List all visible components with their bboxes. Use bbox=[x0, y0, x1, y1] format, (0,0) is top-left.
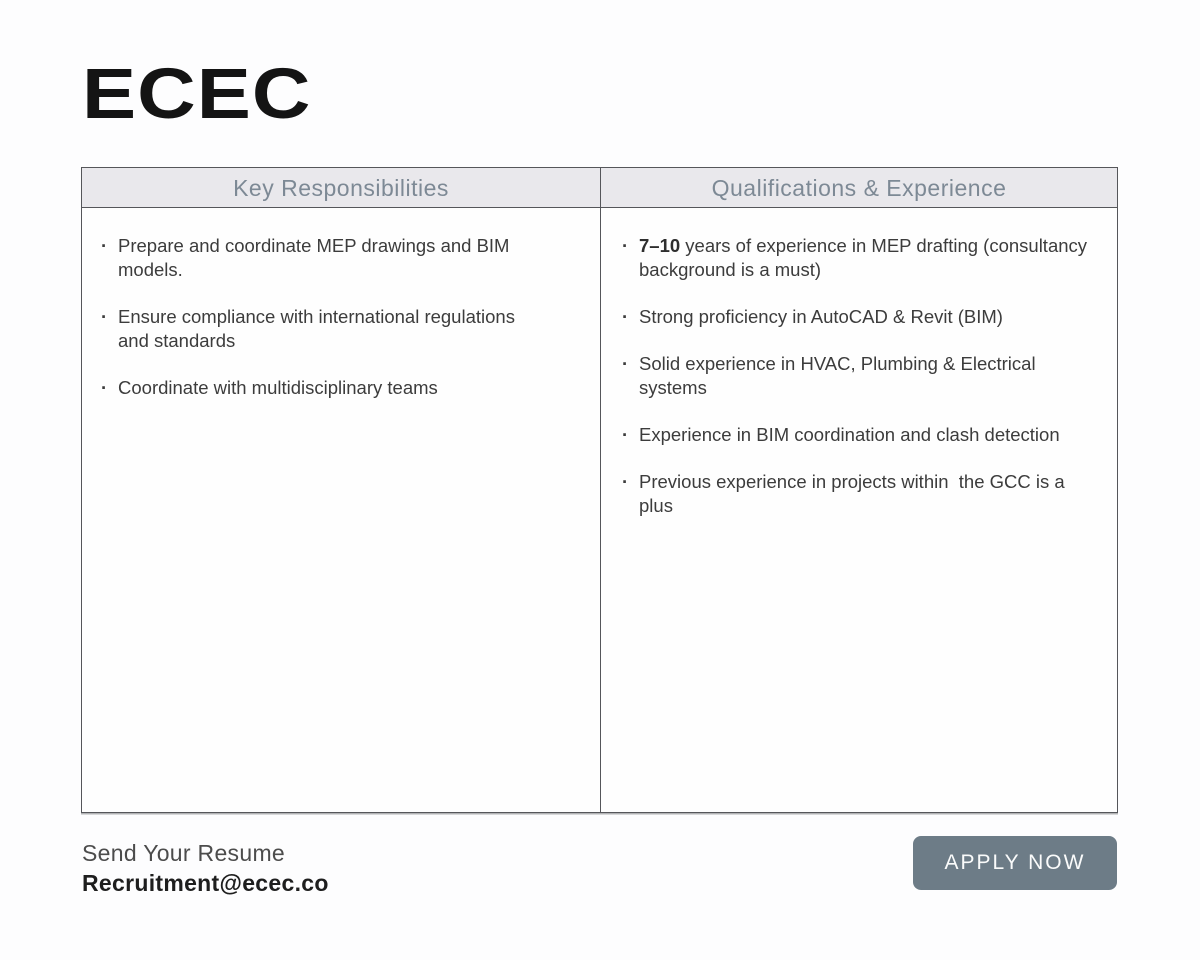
responsibilities-header: Key Responsibilities bbox=[82, 168, 600, 208]
bullet-text: Experience in BIM coordination and clash detection bbox=[639, 424, 1060, 446]
bullet-text: Solid experience in HVAC, Plumbing & Electrical systems bbox=[639, 353, 1041, 399]
apply-now-button[interactable]: APPLY NOW bbox=[913, 836, 1117, 890]
recruitment-email: Recruitment@ecec.co bbox=[82, 870, 329, 896]
bullet-dot-icon: · bbox=[622, 471, 629, 493]
bullet-text: Strong proficiency in AutoCAD & Revit (BIM) bbox=[639, 306, 1003, 328]
qualifications-list bbox=[600, 208, 1117, 812]
bullet-item bbox=[622, 352, 1089, 400]
bullet-text: 7–10 years of experience in MEP drafting (consultancy background is a must) bbox=[639, 235, 1093, 281]
bullet-item bbox=[622, 305, 1089, 329]
bullet-item bbox=[622, 470, 1089, 518]
bullet-text: Ensure compliance with international regulations and standards bbox=[118, 306, 521, 352]
send-resume-label: Send Your Resume bbox=[82, 840, 285, 866]
bullet-item bbox=[101, 234, 538, 282]
bullet-dot-icon: · bbox=[101, 306, 108, 328]
bullet-text: Prepare and coordinate MEP drawings and BIM models. bbox=[118, 235, 515, 281]
responsibilities-list bbox=[82, 208, 600, 812]
resume-contact-block bbox=[82, 840, 329, 897]
job-details-table bbox=[81, 167, 1118, 813]
qualifications-header: Qualifications & Experience bbox=[600, 168, 1117, 208]
bullet-text: Previous experience in projects within the GCC is a plus bbox=[639, 471, 1070, 517]
bullet-dot-icon: · bbox=[101, 235, 108, 256]
bullet-dot-icon: · bbox=[622, 353, 629, 375]
bullet-item bbox=[101, 376, 538, 400]
bullet-item bbox=[622, 423, 1089, 447]
bullet-dot-icon: · bbox=[622, 424, 629, 446]
bullet-dot-icon: · bbox=[622, 235, 629, 256]
ecec-logo: ECEC bbox=[82, 52, 312, 134]
bullet-item bbox=[101, 305, 538, 353]
bullet-dot-icon: · bbox=[622, 306, 629, 328]
bullet-item bbox=[622, 234, 1093, 282]
bullet-dot-icon: · bbox=[101, 377, 108, 399]
bullet-text: Coordinate with multidisciplinary teams bbox=[118, 377, 438, 399]
